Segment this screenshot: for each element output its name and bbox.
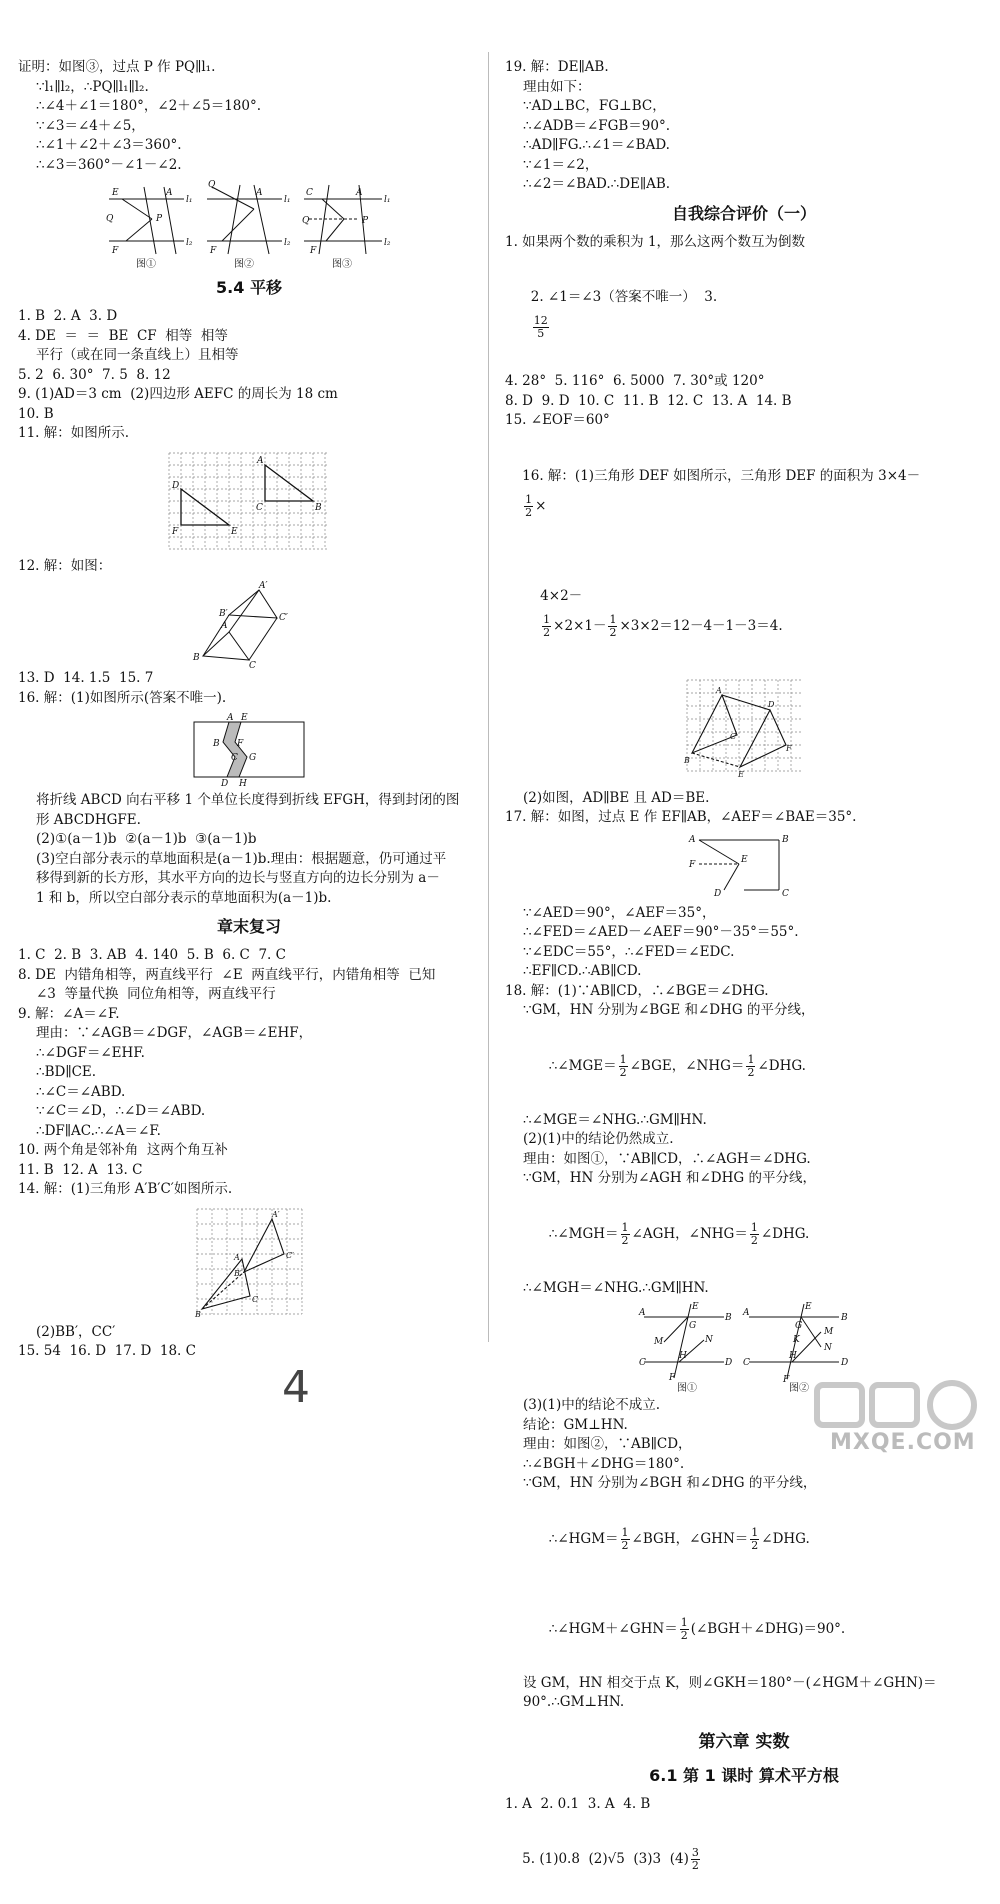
- fraction-denominator: 2: [750, 1233, 758, 1247]
- answer-text: ∠BGH，∠GHN＝: [631, 1530, 749, 1547]
- svg-text:A: A: [689, 834, 696, 845]
- svg-text:B: B: [725, 1313, 732, 1323]
- fraction: [608, 614, 617, 639]
- answer-text: ∠BGE，∠NHG＝: [629, 1057, 745, 1074]
- answer-line: ∴∠MGE＝∠NHG.∴GM∥HN.: [523, 1111, 707, 1128]
- answer-text: ∠AGH，∠NHG＝: [631, 1225, 748, 1242]
- answer-line: ∵∠C＝∠D，∴∠D＝∠ABD.: [36, 1103, 206, 1119]
- answer-line: 9. (1)AD＝3 cm (2)四边形 AEFC 的周长为 18 cm: [18, 386, 338, 402]
- proof-block: [18, 58, 480, 175]
- svg-text:F: F: [172, 526, 179, 537]
- svg-text:D: D: [221, 779, 229, 789]
- answer-line: 15. ∠EOF＝60°: [505, 412, 610, 428]
- svg-text:D: D: [172, 480, 180, 491]
- svg-text:A: A: [257, 455, 264, 466]
- answer-line: 理由：如图②，∵AB∥CD，: [523, 1436, 692, 1452]
- svg-text:A: A: [221, 621, 228, 631]
- angle-bisector-figures: [639, 1302, 849, 1392]
- answer-text: ∠DHG.: [761, 1530, 810, 1547]
- proof-line: 证明：如图③，过点 P 作 PQ∥l₁.: [18, 59, 216, 75]
- svg-text:G: G: [249, 753, 257, 763]
- answer-line: [505, 1494, 983, 1584]
- svg-text:F: F: [783, 1375, 790, 1385]
- answer-text: ∴∠HGM＋∠GHN＝: [548, 1620, 678, 1637]
- answer-line: 19. 解：DE∥AB.: [505, 59, 609, 75]
- svg-text:C: C: [782, 888, 789, 899]
- answer-line: [505, 1189, 983, 1279]
- answer-line: 13. D 14. 1.5 15. 7: [18, 670, 154, 686]
- fraction-numerator: 1: [680, 1615, 688, 1629]
- fraction-denominator: 2: [621, 1233, 629, 1247]
- fraction-numerator: 1: [609, 612, 617, 626]
- fraction-denominator: 2: [747, 1065, 755, 1079]
- answer-text: ∠DHG.: [757, 1057, 806, 1074]
- section-title: 5.4 平移: [216, 278, 282, 297]
- svg-text:l₂: l₂: [186, 238, 193, 248]
- answer-line: 16. 解：(1)三角形 DEF 如图所示，三角形 DEF 的面积为 3×4－ $\frac{1}{2}$ ×: [522, 467, 921, 519]
- svg-text:C: C: [256, 502, 263, 513]
- fraction: [680, 1617, 689, 1642]
- fraction-denominator: 2: [619, 1065, 627, 1079]
- answer-text: 16. 解：(1)三角形 DEF 如图所示，三角形 DEF 的面积为 3×4－: [522, 467, 921, 484]
- svg-text:A′: A′: [259, 581, 268, 591]
- answer-line: 15. 54 16. D 17. D 18. C: [18, 1343, 196, 1359]
- answer-line: ∵AD⊥BC，FG⊥BC，: [523, 98, 666, 114]
- figure-caption: 图③: [332, 259, 352, 270]
- fraction: [619, 1054, 628, 1079]
- svg-text:E: E: [737, 769, 744, 779]
- fraction-denominator: 2: [621, 1538, 629, 1552]
- svg-text:C: C: [249, 661, 256, 671]
- fraction-denominator: 2: [543, 625, 551, 639]
- svg-text:B: B: [213, 739, 220, 749]
- answer-line: 16. 解：(1)如图所示(答案不唯一).: [18, 689, 227, 706]
- answer-line: [505, 551, 983, 671]
- answer-line: ∵GM，HN 分别为∠BGE 和∠DHG 的平分线，: [523, 1002, 815, 1018]
- answer-line: 结论：GM⊥HN.: [523, 1416, 628, 1433]
- translation-parallelogram-figure: [189, 580, 309, 671]
- proof-line: ∴∠4＋∠1＝180°，∠2＋∠5＝180°.: [36, 98, 262, 114]
- answer-line: 17. 解：如图，过点 E 作 EF∥AB，∠AEF＝∠BAE＝35°.: [505, 809, 857, 825]
- answer-text: ×3×2＝12－4－1－3＝4.: [619, 617, 783, 634]
- answer-line: ∴∠BGH＋∠DHG＝180°.: [523, 1455, 685, 1472]
- svg-text:D: D: [841, 1358, 849, 1368]
- fraction-denominator: 5: [537, 327, 545, 340]
- svg-text:H: H: [239, 779, 247, 789]
- answer-line: 1 和 b，所以空白部分表示的草地面积为(a－1)b.: [36, 889, 332, 906]
- fraction-numerator: 1: [619, 1052, 627, 1066]
- answer-line: 12. 解：如图：: [18, 557, 112, 574]
- answer-line: 14. 解：(1)三角形 A′B′C′如图所示.: [18, 1181, 233, 1197]
- fraction-numerator: 3: [691, 1846, 699, 1859]
- proof-line: ∴∠3＝360°－∠1－∠2.: [36, 156, 182, 173]
- fraction-denominator: 2: [751, 1538, 759, 1552]
- svg-text:M: M: [654, 1337, 664, 1347]
- answer-line: ∴∠FED＝∠AED－∠AEF＝90°－35°＝55°.: [523, 924, 799, 940]
- fraction: [750, 1222, 759, 1247]
- watermark-text: MXQE.COM: [830, 1430, 976, 1455]
- answer-text: ∠DHG.: [760, 1225, 810, 1242]
- answer-text: (∠BGH＋∠DHG)＝90°.: [690, 1620, 846, 1637]
- left-column: [18, 58, 480, 1362]
- answer-text: 5. (1)0.8 (2)√5 (3)3 (4): [522, 1851, 689, 1867]
- proof-line: ∵l₁∥l₂，∴PQ∥l₁∥l₂.: [36, 78, 149, 95]
- svg-text:A: A: [227, 713, 234, 723]
- answer-line: 移得到新的长方形，其水平方向的边长与竖直方向的边长分别为 a－: [36, 870, 440, 886]
- section-title: 章末复习: [216, 917, 281, 936]
- svg-text:l₁: l₁: [186, 195, 193, 205]
- answer-line: [505, 1021, 983, 1111]
- answer-line: ∴∠ADB＝∠FGB＝90°.: [523, 117, 670, 134]
- svg-text:C′: C′: [279, 613, 288, 623]
- svg-text:B: B: [194, 1309, 201, 1319]
- proof-line: ∴∠1＋∠2＋∠3＝360°.: [36, 137, 182, 153]
- svg-text:A: A: [166, 188, 173, 198]
- svg-text:F: F: [237, 739, 244, 749]
- answer-line: 4. 28° 5. 116° 6. 5000 7. 30°或 120°: [505, 373, 765, 389]
- svg-text:Q: Q: [106, 214, 114, 224]
- svg-text:H: H: [679, 1351, 687, 1361]
- svg-text:B: B: [193, 653, 200, 663]
- svg-text:Q: Q: [208, 180, 216, 190]
- svg-text:C: C: [251, 1294, 258, 1304]
- answer-text: ∴∠MGE＝: [548, 1057, 617, 1074]
- grid-triangle-def-figure: [682, 675, 807, 785]
- svg-text:E: E: [112, 188, 119, 198]
- answer-line: ∴∠C＝∠ABD.: [36, 1083, 126, 1100]
- svg-text:A: A: [233, 1252, 240, 1262]
- svg-text:Q: Q: [302, 216, 310, 226]
- svg-text:B: B: [315, 502, 322, 513]
- answer-line: 10. B: [18, 405, 54, 422]
- fraction: [524, 494, 533, 519]
- answer-line: ∵∠AED＝90°，∠AEF＝35°，: [523, 904, 716, 921]
- right-column: [505, 58, 983, 1904]
- answer-line: 将折线 ABCD 向右平移 1 个单位长度得到折线 EFGH，得到封闭的图: [36, 792, 460, 808]
- svg-text:B: B: [841, 1313, 848, 1323]
- answer-line: ∴BD∥CE.: [36, 1064, 97, 1080]
- svg-text:l₁: l₁: [284, 195, 291, 205]
- answer-line: (2)(1)中的结论仍然成立.: [523, 1131, 674, 1147]
- svg-text:E: E: [231, 526, 238, 537]
- grid-translation-figure: [164, 448, 334, 553]
- answer-line: 理由：如图①，∵AB∥CD，∴∠AGH＝∠DHG.: [523, 1150, 811, 1167]
- eval-answers: [505, 233, 983, 431]
- review-answers: [18, 946, 480, 1200]
- svg-text:F: F: [310, 246, 317, 256]
- svg-text:l₂: l₂: [284, 238, 291, 248]
- answer-line: 1. A 2. 0.1 3. A 4. B: [505, 1795, 651, 1812]
- svg-text:F: F: [689, 859, 696, 870]
- answer-text: ∴∠MGH＝: [548, 1225, 619, 1242]
- svg-text:G: G: [795, 1321, 803, 1331]
- fraction-numerator: 1: [525, 492, 533, 506]
- svg-text:E: E: [805, 1302, 812, 1312]
- q16-explanation: [18, 791, 480, 908]
- fraction: [691, 1847, 700, 1872]
- svg-text:N: N: [824, 1343, 832, 1353]
- svg-text:A: A: [256, 188, 263, 198]
- svg-text:C: C: [743, 1358, 750, 1368]
- answer-line: 设 GM，HN 相交于点 K，则∠GKH＝180°－(∠HGM＋∠GHN)＝: [523, 1674, 937, 1691]
- svg-text:E: E: [241, 713, 248, 723]
- svg-text:D: D: [725, 1358, 733, 1368]
- proof-line: ∵∠3＝∠4＋∠5，: [36, 117, 145, 134]
- fraction-numerator: 1: [747, 1052, 755, 1066]
- answer-line: [505, 1814, 983, 1904]
- answer-line: (3)(1)中的结论不成立.: [523, 1397, 661, 1413]
- svg-text:C′: C′: [285, 1250, 294, 1260]
- answer-line: 5. 2 6. 30° 7. 5 8. 12: [18, 366, 171, 383]
- svg-text:D: D: [714, 888, 722, 899]
- answer-line: ∴AD∥FG.∴∠1＝∠BAD.: [523, 137, 670, 153]
- figure-caption: 图②: [234, 259, 254, 270]
- fraction: [621, 1222, 630, 1247]
- q18-block: [505, 982, 983, 1713]
- fraction-numerator: 12: [533, 314, 548, 327]
- section-title: 自我综合评价（一）: [671, 203, 816, 223]
- answer-line: [505, 1584, 983, 1674]
- answer-line: 1. 如果两个数的乘积为 1，那么这两个数互为倒数: [505, 233, 806, 250]
- fraction-numerator: 1: [543, 612, 551, 626]
- svg-text:l₂: l₂: [384, 238, 391, 248]
- grid-triangle-figure: [192, 1204, 307, 1319]
- svg-text:A: A: [639, 1308, 646, 1318]
- fraction-denominator: 2: [609, 625, 617, 639]
- answer-line: ∴DF∥AC.∴∠A＝∠F.: [36, 1122, 161, 1139]
- svg-text:A: A: [715, 685, 722, 695]
- fraction-denominator: 2: [525, 505, 533, 519]
- svg-text:l₁: l₁: [384, 195, 391, 205]
- sec54-answers: [18, 307, 480, 444]
- svg-text:F: F: [669, 1373, 676, 1383]
- svg-text:N: N: [705, 1335, 713, 1345]
- answer-line: 1. B 2. A 3. D: [18, 308, 118, 324]
- svg-text:F: F: [785, 743, 792, 753]
- svg-text:B: B: [683, 755, 690, 765]
- answer-line: (2)如图，AD∥BE 且 AD＝BE.: [523, 789, 710, 806]
- answer-line: ∵GM，HN 分别为∠BGH 和∠DHG 的平分线，: [523, 1475, 817, 1491]
- figure-caption: 图①: [136, 259, 156, 270]
- answer-line: ∴∠DGF＝∠EHF.: [36, 1044, 145, 1061]
- svg-text:F: F: [112, 246, 119, 256]
- parallel-bent-line-figure: [684, 832, 804, 900]
- q17-block: [505, 904, 983, 982]
- svg-text:C: C: [231, 753, 238, 763]
- svg-text:A: A: [356, 188, 363, 198]
- answer-line: ∵∠1＝∠2，: [523, 156, 599, 173]
- svg-text:F: F: [210, 246, 217, 256]
- answer-line: 11. B 12. A 13. C: [18, 1161, 143, 1178]
- answer-text: 2. ∠1＝∠3（答案不唯一） 3.: [530, 289, 718, 305]
- svg-text:M: M: [824, 1327, 834, 1337]
- svg-text:C: C: [729, 731, 736, 741]
- fraction-numerator: 1: [751, 1525, 759, 1539]
- svg-text:K: K: [793, 1335, 800, 1345]
- answer-line: 形 ABCDHGFE.: [36, 811, 141, 828]
- svg-text:A: A: [743, 1308, 750, 1318]
- fraction-denominator: 2: [691, 1859, 699, 1872]
- answer-text: ∴∠HGM＝: [548, 1530, 619, 1547]
- fraction-numerator: 1: [621, 1525, 629, 1539]
- fraction: [542, 614, 551, 639]
- parallel-lines-figures: [104, 179, 394, 269]
- svg-text:D: D: [767, 699, 774, 709]
- answer-line: 18. 解：(1)∵AB∥CD，∴∠BGE＝∠DHG.: [505, 982, 769, 999]
- fraction: [621, 1527, 630, 1552]
- answer-line: 8. DE 内错角相等，两直线平行 ∠E 两直线平行，内错角相等 已知: [18, 966, 436, 983]
- answer-text: 4×2－: [540, 587, 583, 604]
- answer-line: ∴∠2＝∠BAD.∴DE∥AB.: [523, 176, 671, 192]
- answer-text: ×2×1－: [553, 617, 607, 634]
- svg-text:E: E: [741, 854, 748, 865]
- handwritten-page-number: 4: [282, 1362, 310, 1413]
- answer-line: 理由：∵∠AGB＝∠DGF，∠AGB＝∠EHF，: [36, 1025, 313, 1041]
- answer-line: 9. 解：∠A＝∠F.: [18, 1005, 120, 1022]
- answer-line: 理由如下：: [523, 78, 591, 95]
- column-divider: [488, 52, 489, 1342]
- fraction: [533, 315, 549, 340]
- svg-text:P: P: [362, 216, 369, 226]
- svg-text:B′: B′: [233, 1268, 242, 1278]
- svg-text:G: G: [689, 1321, 697, 1331]
- fraction-numerator: 1: [750, 1220, 758, 1234]
- svg-text:B: B: [782, 834, 789, 845]
- svg-text:C: C: [639, 1358, 646, 1368]
- section-title: 6.1 第 1 课时 算术平方根: [649, 1765, 839, 1785]
- fraction-numerator: 1: [621, 1220, 629, 1234]
- answer-line: (2)①(a－1)b ②(a－1)b ③(a－1)b: [36, 831, 257, 847]
- folded-path-figure: [189, 712, 309, 787]
- answer-line: ∴EF∥CD.∴AB∥CD.: [523, 963, 642, 979]
- figure-caption: 图①: [677, 1383, 697, 1394]
- fraction-denominator: 2: [680, 1628, 688, 1642]
- answer-line: 平行（或在同一条直线上）且相等: [36, 347, 239, 363]
- answer-line: ∠3 等量代换 同位角相等，两直线平行: [36, 986, 276, 1002]
- answer-line: (3)空白部分表示的草地面积是(a－1)b.理由：根据题意，仍可通过平: [36, 850, 447, 867]
- answer-line: ∴∠MGH＝∠NHG.∴GM∥HN.: [523, 1279, 709, 1296]
- answer-line: 10. 两个角是邻补角 这两个角互补: [18, 1142, 228, 1158]
- answer-line: 8. D 9. D 10. C 11. B 12. C 13. A 14. B: [505, 392, 792, 409]
- answer-line: ∵∠EDC＝55°，∴∠FED＝∠EDC.: [523, 943, 735, 960]
- answer-line: 11. 解：如图所示.: [18, 425, 130, 441]
- svg-text:H: H: [789, 1351, 797, 1361]
- svg-text:P: P: [156, 214, 163, 224]
- answer-line: (2)BB′，CC′: [36, 1323, 116, 1340]
- answer-line: 1. C 2. B 3. AB 4. 140 5. B 6. C 7. C: [18, 947, 286, 963]
- svg-text:B′: B′: [219, 609, 228, 619]
- fraction: [746, 1054, 755, 1079]
- svg-text:C: C: [306, 188, 313, 198]
- answer-line: ∵GM，HN 分别为∠AGH 和∠DHG 的平分线，: [523, 1170, 816, 1186]
- fraction: [750, 1527, 759, 1552]
- svg-text:E: E: [692, 1302, 699, 1312]
- figure-caption: 图②: [789, 1383, 809, 1394]
- answer-line: 90°.∴GM⊥HN.: [523, 1694, 625, 1710]
- answer-line: [505, 252, 983, 372]
- svg-text:A′: A′: [271, 1209, 280, 1219]
- chapter-title: 第六章 实数: [698, 1731, 790, 1752]
- answer-line: 4. DE ＝ ＝ BE CF 相等 相等: [18, 327, 228, 344]
- q19-block: [505, 58, 983, 195]
